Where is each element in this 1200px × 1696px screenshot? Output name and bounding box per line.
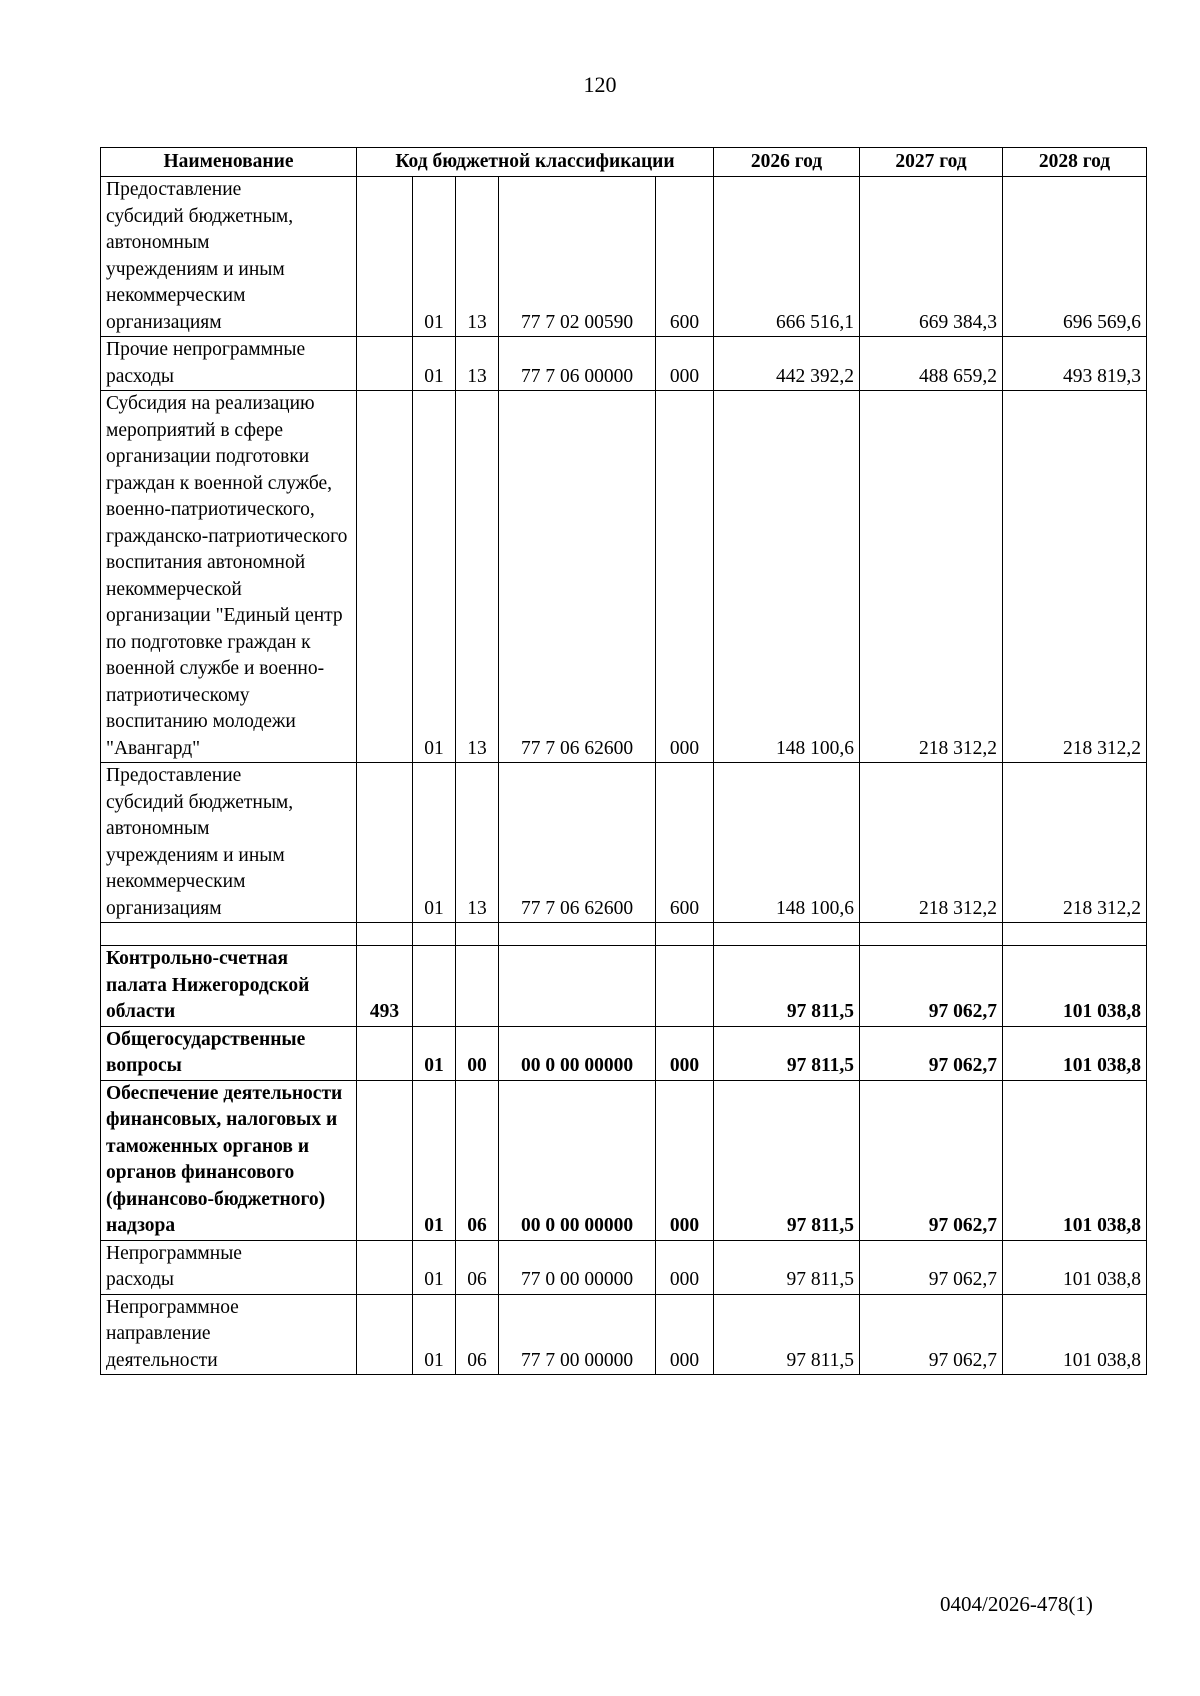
table-row xyxy=(101,946,1147,1027)
row-ved xyxy=(357,177,413,337)
row-ved xyxy=(357,1080,413,1240)
row-2027: 97 062,7 xyxy=(860,946,1003,1027)
row-ved xyxy=(357,1240,413,1294)
row-2028: 493 819,3 xyxy=(1003,337,1147,391)
row-pr xyxy=(456,923,499,946)
row-2027: 488 659,2 xyxy=(860,337,1003,391)
row-2028: 101 038,8 xyxy=(1003,946,1147,1027)
row-pr: 13 xyxy=(456,763,499,923)
row-ved: 493 xyxy=(357,946,413,1027)
row-pr: 00 xyxy=(456,1026,499,1080)
table-row xyxy=(101,1294,1147,1375)
row-2027: 218 312,2 xyxy=(860,763,1003,923)
row-csr: 77 7 00 00000 xyxy=(499,1294,656,1375)
row-2027: 97 062,7 xyxy=(860,1294,1003,1375)
row-vr: 600 xyxy=(656,177,714,337)
row-2028: 101 038,8 xyxy=(1003,1026,1147,1080)
row-pr: 06 xyxy=(456,1294,499,1375)
table-row xyxy=(101,1026,1147,1080)
row-2028 xyxy=(1003,923,1147,946)
row-name: Предоставление субсидий бюджетным, автономным учреждениям и иным некоммерческим организациям xyxy=(101,177,357,337)
header-2027: 2027 год xyxy=(860,148,1003,177)
row-name xyxy=(101,923,357,946)
row-name: Субсидия на реализацию мероприятий в сфере организации подготовки граждан к военной службе, военно-патриотического, гражданско-патриотического воспитания автономной некоммерческой организации "Единый центр по подготовке граждан к военной службе и военно-патриотическому воспитанию молодежи "Авангард" xyxy=(101,391,357,763)
table-row xyxy=(101,1240,1147,1294)
row-rz: 01 xyxy=(413,391,456,763)
row-2027: 218 312,2 xyxy=(860,391,1003,763)
row-pr: 13 xyxy=(456,391,499,763)
row-rz: 01 xyxy=(413,177,456,337)
row-csr: 77 7 06 00000 xyxy=(499,337,656,391)
row-ved xyxy=(357,1294,413,1375)
row-2026: 148 100,6 xyxy=(714,391,860,763)
row-2027: 97 062,7 xyxy=(860,1026,1003,1080)
row-2028: 218 312,2 xyxy=(1003,763,1147,923)
row-vr xyxy=(656,923,714,946)
row-2027 xyxy=(860,923,1003,946)
row-ved xyxy=(357,923,413,946)
row-2026: 666 516,1 xyxy=(714,177,860,337)
row-pr: 13 xyxy=(456,337,499,391)
row-2028: 218 312,2 xyxy=(1003,391,1147,763)
row-csr: 77 7 02 00590 xyxy=(499,177,656,337)
table-row xyxy=(101,391,1147,763)
row-2026 xyxy=(714,923,860,946)
row-vr: 000 xyxy=(656,337,714,391)
row-csr: 77 0 00 00000 xyxy=(499,1240,656,1294)
table-row xyxy=(101,177,1147,337)
row-2027: 669 384,3 xyxy=(860,177,1003,337)
row-name: Непрограммное направление деятельности xyxy=(101,1294,357,1375)
budget-table xyxy=(100,147,1147,1375)
row-rz: 01 xyxy=(413,1026,456,1080)
row-2026: 148 100,6 xyxy=(714,763,860,923)
row-name: Контрольно-счетная палата Нижегородской области xyxy=(101,946,357,1027)
row-2026: 97 811,5 xyxy=(714,1080,860,1240)
row-rz xyxy=(413,923,456,946)
row-vr: 600 xyxy=(656,763,714,923)
row-2026: 97 811,5 xyxy=(714,1294,860,1375)
row-rz xyxy=(413,946,456,1027)
document-id: 0404/2026-478(1) xyxy=(940,1592,1093,1616)
row-pr: 13 xyxy=(456,177,499,337)
row-ved xyxy=(357,1026,413,1080)
row-vr: 000 xyxy=(656,1080,714,1240)
row-vr: 000 xyxy=(656,1294,714,1375)
table-row xyxy=(101,337,1147,391)
header-row xyxy=(101,148,1147,177)
row-vr xyxy=(656,946,714,1027)
row-csr: 00 0 00 00000 xyxy=(499,1080,656,1240)
row-2027: 97 062,7 xyxy=(860,1240,1003,1294)
row-csr xyxy=(499,923,656,946)
table-row-empty xyxy=(101,923,1147,946)
row-2027: 97 062,7 xyxy=(860,1080,1003,1240)
row-rz: 01 xyxy=(413,1294,456,1375)
row-vr: 000 xyxy=(656,391,714,763)
table-row xyxy=(101,1080,1147,1240)
row-2026: 97 811,5 xyxy=(714,946,860,1027)
row-name: Общегосударственные вопросы xyxy=(101,1026,357,1080)
row-2026: 442 392,2 xyxy=(714,337,860,391)
row-vr: 000 xyxy=(656,1240,714,1294)
row-name: Непрограммные расходы xyxy=(101,1240,357,1294)
row-2028: 101 038,8 xyxy=(1003,1240,1147,1294)
row-2026: 97 811,5 xyxy=(714,1240,860,1294)
row-csr: 77 7 06 62600 xyxy=(499,763,656,923)
header-2026: 2026 год xyxy=(714,148,860,177)
table-row xyxy=(101,763,1147,923)
page-number: 120 xyxy=(583,72,617,97)
row-vr: 000 xyxy=(656,1026,714,1080)
row-csr: 77 7 06 62600 xyxy=(499,391,656,763)
row-csr: 00 0 00 00000 xyxy=(499,1026,656,1080)
row-ved xyxy=(357,391,413,763)
row-rz: 01 xyxy=(413,1240,456,1294)
row-name: Прочие непрограммные расходы xyxy=(101,337,357,391)
row-pr: 06 xyxy=(456,1240,499,1294)
row-2026: 97 811,5 xyxy=(714,1026,860,1080)
header-code: Код бюджетной классификации xyxy=(357,148,714,177)
row-ved xyxy=(357,337,413,391)
row-pr: 06 xyxy=(456,1080,499,1240)
row-name: Обеспечение деятельности финансовых, налоговых и таможенных органов и органов финансового (финансово-бюджетного) надзора xyxy=(101,1080,357,1240)
header-2028: 2028 год xyxy=(1003,148,1147,177)
row-2028: 101 038,8 xyxy=(1003,1080,1147,1240)
row-2028: 101 038,8 xyxy=(1003,1294,1147,1375)
row-csr xyxy=(499,946,656,1027)
row-ved xyxy=(357,763,413,923)
row-2028: 696 569,6 xyxy=(1003,177,1147,337)
row-name: Предоставление субсидий бюджетным, автономным учреждениям и иным некоммерческим организациям xyxy=(101,763,357,923)
row-pr xyxy=(456,946,499,1027)
row-rz: 01 xyxy=(413,763,456,923)
row-rz: 01 xyxy=(413,1080,456,1240)
header-name: Наименование xyxy=(101,148,357,177)
row-rz: 01 xyxy=(413,337,456,391)
